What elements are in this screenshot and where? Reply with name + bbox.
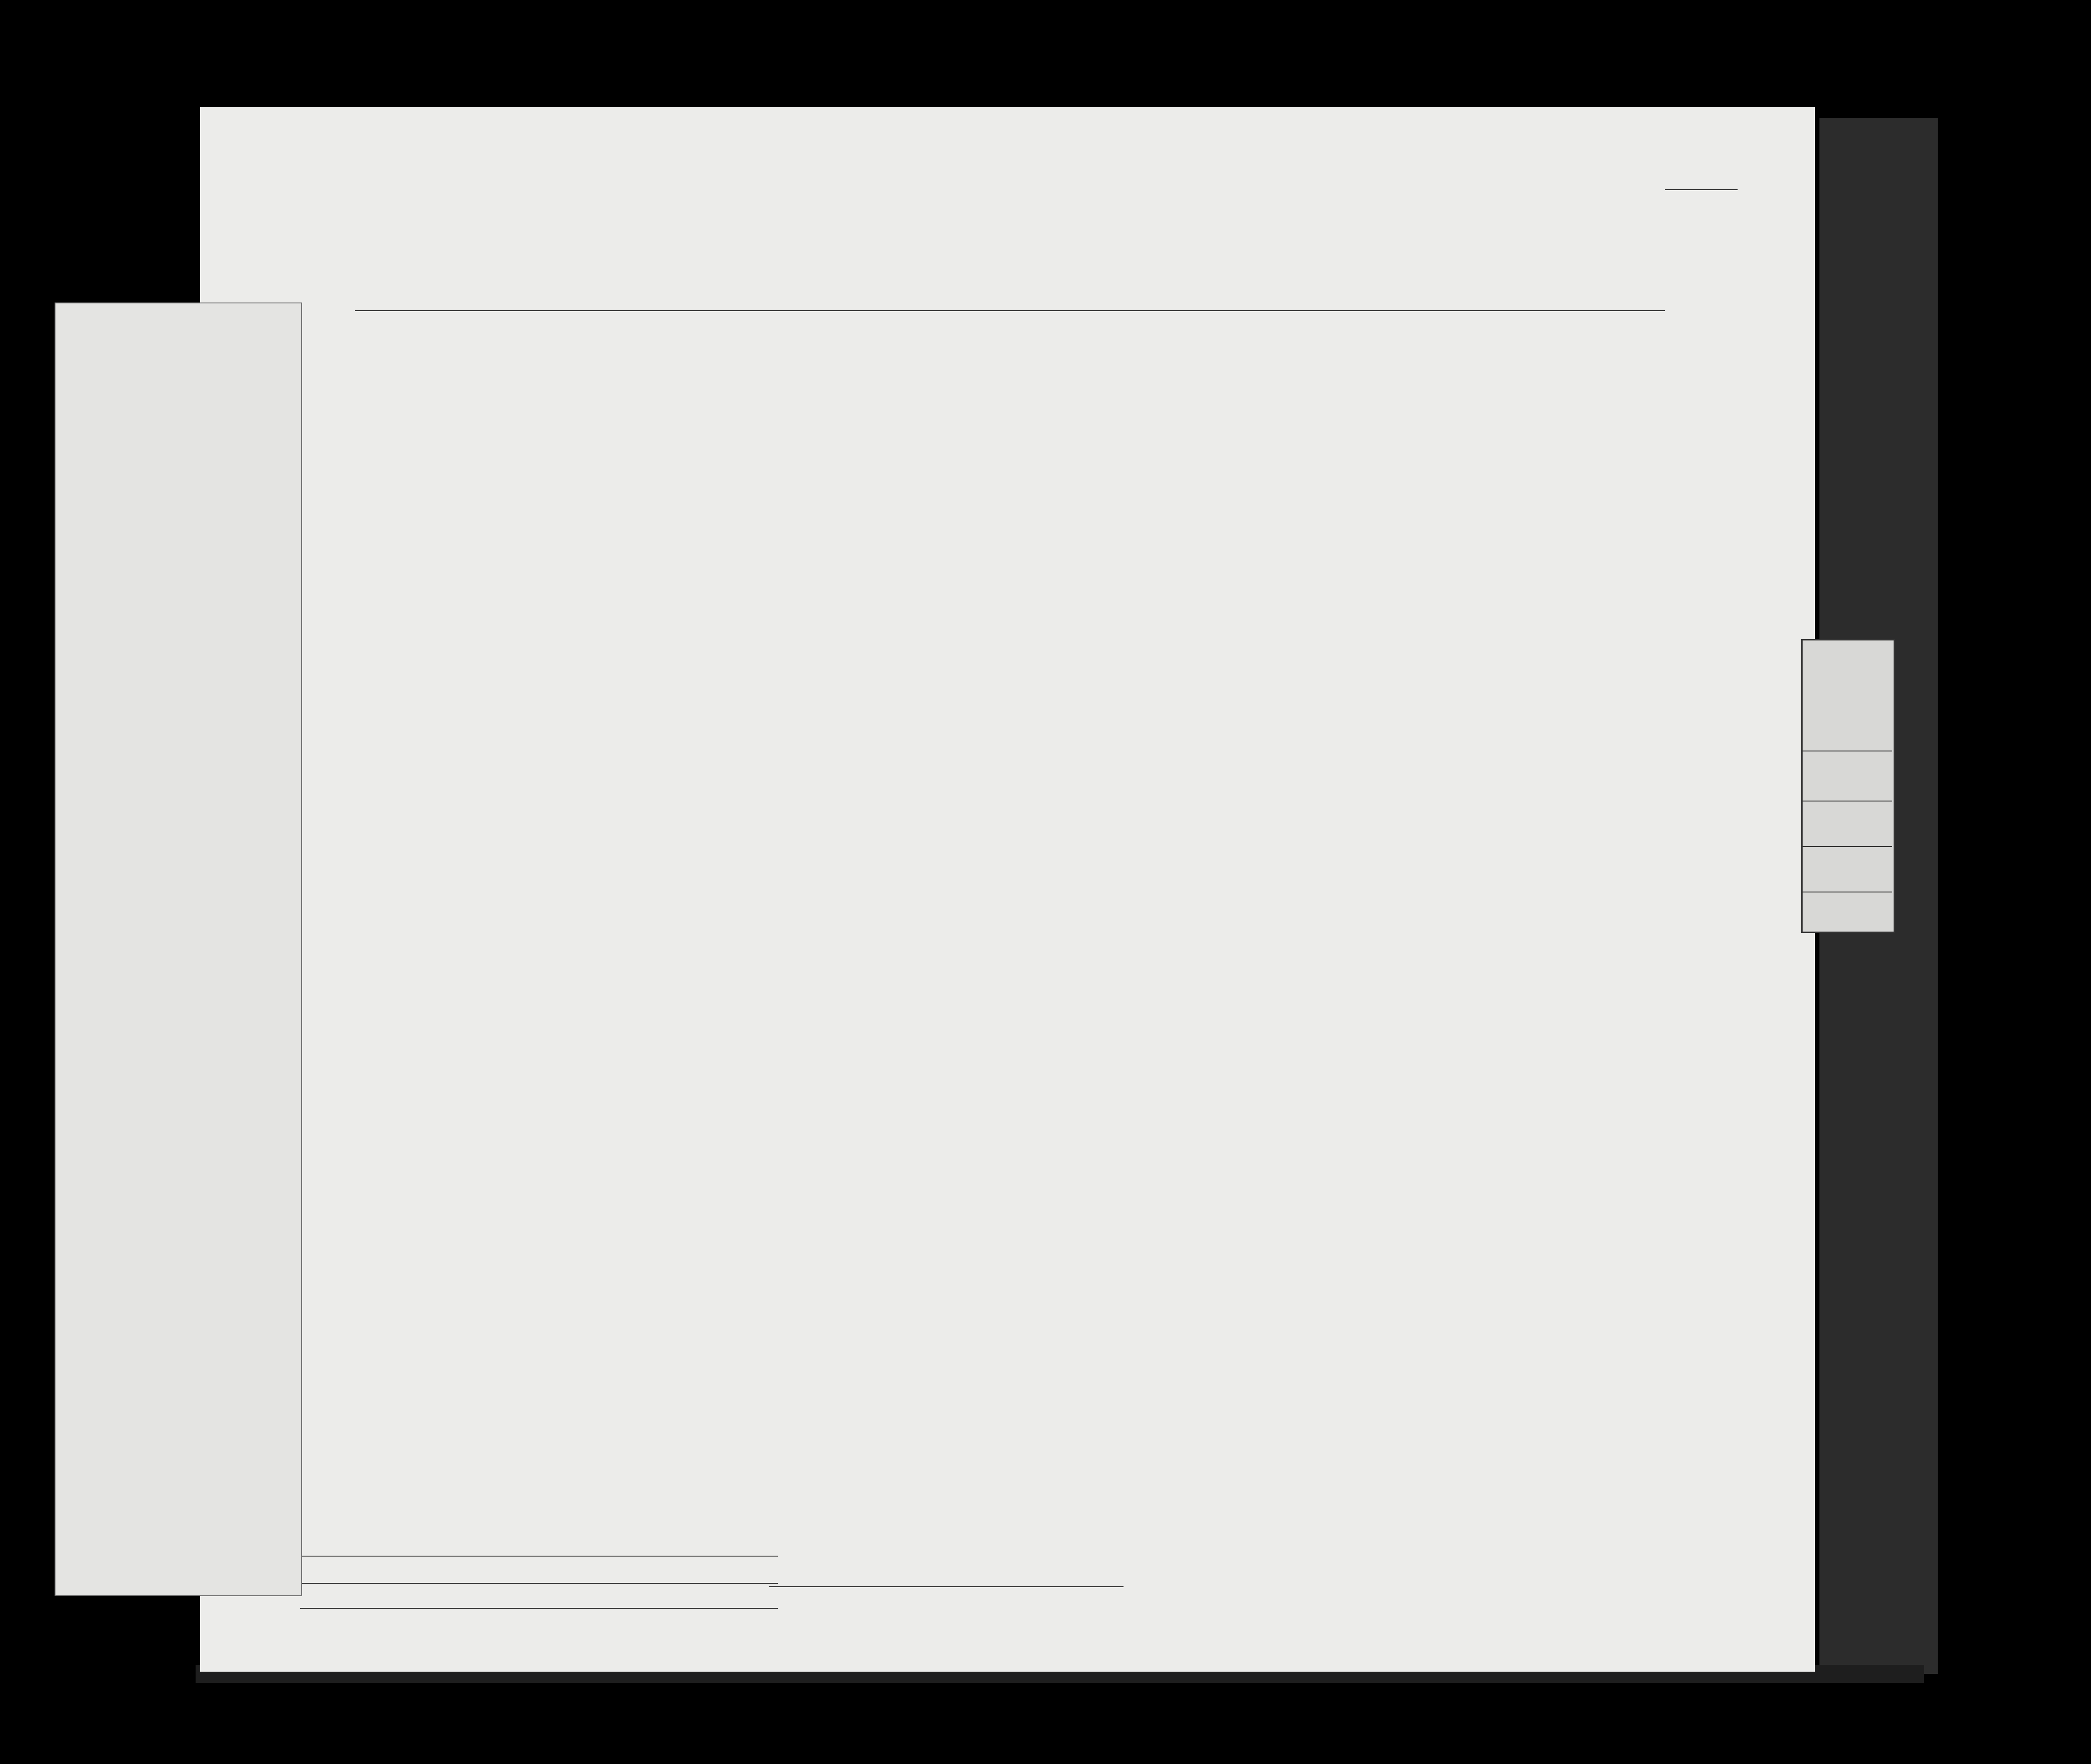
totals-box-top	[1801, 639, 1895, 933]
col-physical-marks	[1394, 334, 1490, 345]
discharged-seamen-sheet	[55, 302, 302, 1596]
col-race	[1139, 334, 1224, 345]
col-weight	[1346, 334, 1394, 345]
col-sex	[1094, 334, 1139, 345]
footer-line-3	[300, 1608, 778, 1609]
footer-line-1	[300, 1556, 778, 1557]
col-position	[716, 334, 826, 345]
sheet-underline	[1665, 189, 1738, 190]
col-nationality	[1224, 334, 1301, 345]
manifest-sheet	[200, 107, 1815, 1672]
col-age	[1062, 334, 1094, 345]
footer-line-2	[300, 1583, 778, 1584]
col-height	[1301, 334, 1346, 345]
totals-line-3	[1801, 846, 1892, 847]
vessel-underline	[355, 310, 1665, 311]
signature-line	[769, 1586, 1124, 1587]
